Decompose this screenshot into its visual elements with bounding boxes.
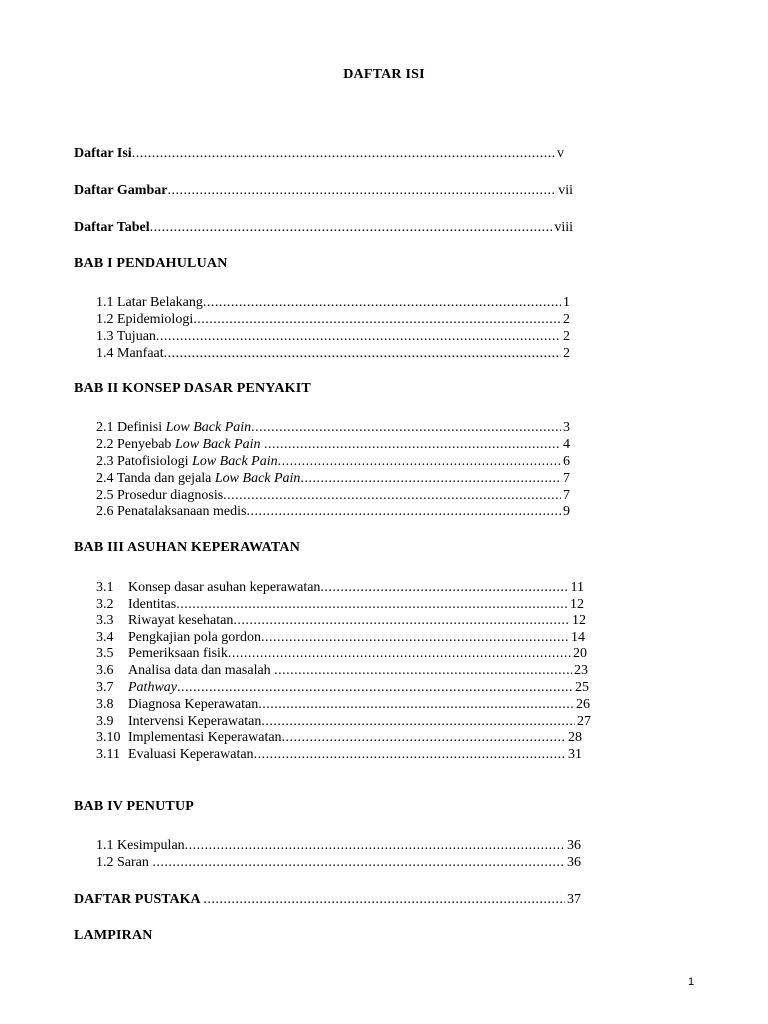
toc-entry-page: 37 xyxy=(567,892,581,907)
dot-leader xyxy=(233,612,570,629)
toc-entry[interactable] xyxy=(96,579,584,596)
page-number: 1 xyxy=(688,976,695,988)
toc-entry-page: 9 xyxy=(563,504,570,519)
dot-leader xyxy=(278,453,561,470)
toc-entry-page: 36 xyxy=(567,838,581,853)
toc-entry-number: 3.3 xyxy=(96,613,114,628)
toc-entry-label: Daftar Gambar xyxy=(74,183,168,198)
toc-entry[interactable] xyxy=(96,746,582,763)
toc-entry-daftar-pustaka[interactable] xyxy=(74,891,581,908)
toc-entry[interactable] xyxy=(96,328,570,345)
toc-entry-label: Identitas xyxy=(128,597,177,612)
dot-leader xyxy=(193,311,561,328)
toc-entry[interactable] xyxy=(96,679,589,696)
toc-entry-page: 11 xyxy=(570,580,584,595)
toc-entry[interactable] xyxy=(96,470,570,487)
dot-leader xyxy=(228,645,571,662)
toc-entry-page: 6 xyxy=(563,454,570,469)
toc-entry-label: Pengkajian pola gordon xyxy=(128,630,261,645)
toc-entry-page: 12 xyxy=(570,597,584,612)
toc-entry-number: 3.8 xyxy=(96,697,114,712)
toc-entry-label: Daftar Isi xyxy=(74,146,132,161)
toc-entry-page: 4 xyxy=(563,437,570,452)
toc-entry-label: Evaluasi Keperawatan xyxy=(128,747,254,762)
toc-entry-daftar-tabel[interactable] xyxy=(74,219,573,236)
toc-entry[interactable] xyxy=(96,854,581,871)
toc-entry-label: Diagnosa Keperawatan xyxy=(128,697,259,712)
section-heading-bab-2[interactable]: BAB II KONSEP DASAR PENYAKIT xyxy=(74,381,311,396)
dot-leader xyxy=(176,596,568,613)
toc-entry-page: 3 xyxy=(563,420,570,435)
toc-entry-page: 1 xyxy=(563,295,570,310)
toc-entry-page: 7 xyxy=(563,488,570,503)
toc-entry-label: 1.1 Kesimpulan xyxy=(96,838,185,853)
toc-entry-page: 25 xyxy=(575,680,589,695)
toc-entry-page: 2 xyxy=(563,312,570,327)
toc-entry-label: Riwayat kesehatan xyxy=(128,613,234,628)
toc-entry-label: 2.4 Tanda dan gejala Low Back Pain xyxy=(96,471,301,486)
dot-leader xyxy=(152,854,565,871)
toc-entry-label: 2.5 Prosedur diagnosis xyxy=(96,488,224,503)
toc-entry-label: 2.6 Penatalaksanaan medis xyxy=(96,504,247,519)
toc-entry-number: 3.9 xyxy=(96,714,114,729)
toc-entry[interactable] xyxy=(96,596,584,613)
toc-entry-page: 12 xyxy=(572,613,586,628)
section-heading-lampiran[interactable]: LAMPIRAN xyxy=(74,928,153,943)
toc-entry[interactable] xyxy=(96,662,588,679)
dot-leader xyxy=(223,487,561,504)
section-heading-bab-3[interactable]: BAB III ASUHAN KEPERAWATAN xyxy=(74,540,301,555)
toc-entry-page: 36 xyxy=(567,855,581,870)
dot-leader xyxy=(254,746,566,763)
dot-leader xyxy=(203,294,561,311)
toc-entry-number: 3.5 xyxy=(96,646,114,661)
toc-entry-page: 14 xyxy=(571,630,585,645)
dot-leader xyxy=(185,837,565,854)
dot-leader xyxy=(300,470,561,487)
toc-entry[interactable] xyxy=(96,487,570,504)
toc-entry[interactable] xyxy=(96,713,591,730)
dot-leader xyxy=(320,579,568,596)
toc-entry-label: 1.1 Latar Belakang xyxy=(96,295,203,310)
toc-entry-page: viii xyxy=(554,220,573,235)
toc-entry-label: Analisa data dan masalah xyxy=(128,663,275,678)
toc-entry-page: 23 xyxy=(574,663,588,678)
toc-entry-label: Daftar Tabel xyxy=(74,220,150,235)
toc-entry-label: 1.3 Tujuan xyxy=(96,329,156,344)
toc-entry-page: 20 xyxy=(573,646,587,661)
toc-entry[interactable] xyxy=(96,345,570,362)
page-title: DAFTAR ISI xyxy=(343,67,425,82)
toc-entry-page: 2 xyxy=(563,329,570,344)
toc-entry-number: 3.1 xyxy=(96,580,114,595)
dot-leader xyxy=(282,729,566,746)
toc-entry-daftar-gambar[interactable] xyxy=(74,182,573,199)
dot-leader xyxy=(264,436,561,453)
toc-entry-page: 7 xyxy=(563,471,570,486)
dot-leader xyxy=(164,345,561,362)
toc-entry-label: Pathway xyxy=(128,680,177,695)
toc-entry[interactable] xyxy=(96,696,590,713)
toc-entry-label: Implementasi Keperawatan xyxy=(128,730,282,745)
dot-leader xyxy=(274,662,572,679)
toc-entry-page: 28 xyxy=(568,730,582,745)
dot-leader xyxy=(261,629,569,646)
toc-entry-number: 3.6 xyxy=(96,663,114,678)
dot-leader xyxy=(150,219,553,236)
toc-entry[interactable] xyxy=(96,729,582,746)
toc-entry-label: 1.2 Epidemiologi xyxy=(96,312,194,327)
toc-entry-page: 26 xyxy=(576,697,590,712)
dot-leader xyxy=(258,696,574,713)
toc-entry-label: Intervensi Keperawatan xyxy=(128,714,262,729)
toc-entry-label: 2.2 Penyebab Low Back Pain xyxy=(96,437,261,452)
dot-leader xyxy=(167,182,556,199)
toc-entry[interactable] xyxy=(96,629,585,646)
toc-entry[interactable] xyxy=(96,837,581,854)
toc-entry-label: 2.3 Patofisiologi Low Back Pain xyxy=(96,454,278,469)
toc-entry-label: 2.1 Definisi Low Back Pain xyxy=(96,420,252,435)
toc-entry-number: 3.7 xyxy=(96,680,114,695)
dot-leader xyxy=(251,419,561,436)
toc-entry[interactable] xyxy=(96,436,570,453)
toc-entry-label: 1.2 Saran xyxy=(96,855,153,870)
toc-entry[interactable] xyxy=(96,419,570,436)
toc-entry-daftar-isi[interactable] xyxy=(74,145,564,162)
toc-entry-page: vii xyxy=(558,183,573,198)
section-heading-bab-4[interactable]: BAB IV PENUTUP xyxy=(74,799,195,814)
dot-leader xyxy=(177,679,573,696)
dot-leader xyxy=(246,503,561,520)
toc-entry[interactable] xyxy=(96,453,570,470)
toc-entry-number: 3.2 xyxy=(96,597,114,612)
toc-entry[interactable] xyxy=(96,645,587,662)
toc-entry-label: Pemeriksaan fisik xyxy=(128,646,228,661)
toc-entry-number: 3.10 xyxy=(96,730,121,745)
toc-entry-page: 31 xyxy=(568,747,582,762)
toc-entry-label: 1.4 Manfaat xyxy=(96,346,164,361)
dot-leader xyxy=(132,145,555,162)
toc-entry-page: 2 xyxy=(563,346,570,361)
toc-entry-number: 3.4 xyxy=(96,630,114,645)
toc-entry-page: v xyxy=(557,146,564,161)
section-heading-bab-1[interactable]: BAB I PENDAHULUAN xyxy=(74,256,228,271)
toc-entry[interactable] xyxy=(96,503,570,520)
toc-entry-number: 3.11 xyxy=(96,747,120,762)
toc-entry-label: Konsep dasar asuhan keperawatan xyxy=(128,580,321,595)
toc-entry[interactable] xyxy=(96,612,586,629)
toc-entry-label: DAFTAR PUSTAKA xyxy=(74,892,204,907)
toc-entry[interactable] xyxy=(96,311,570,328)
dot-leader xyxy=(156,328,561,345)
toc-entry-page: 27 xyxy=(577,714,591,729)
dot-leader xyxy=(261,713,575,730)
toc-entry[interactable] xyxy=(96,294,570,311)
dot-leader xyxy=(203,891,565,908)
